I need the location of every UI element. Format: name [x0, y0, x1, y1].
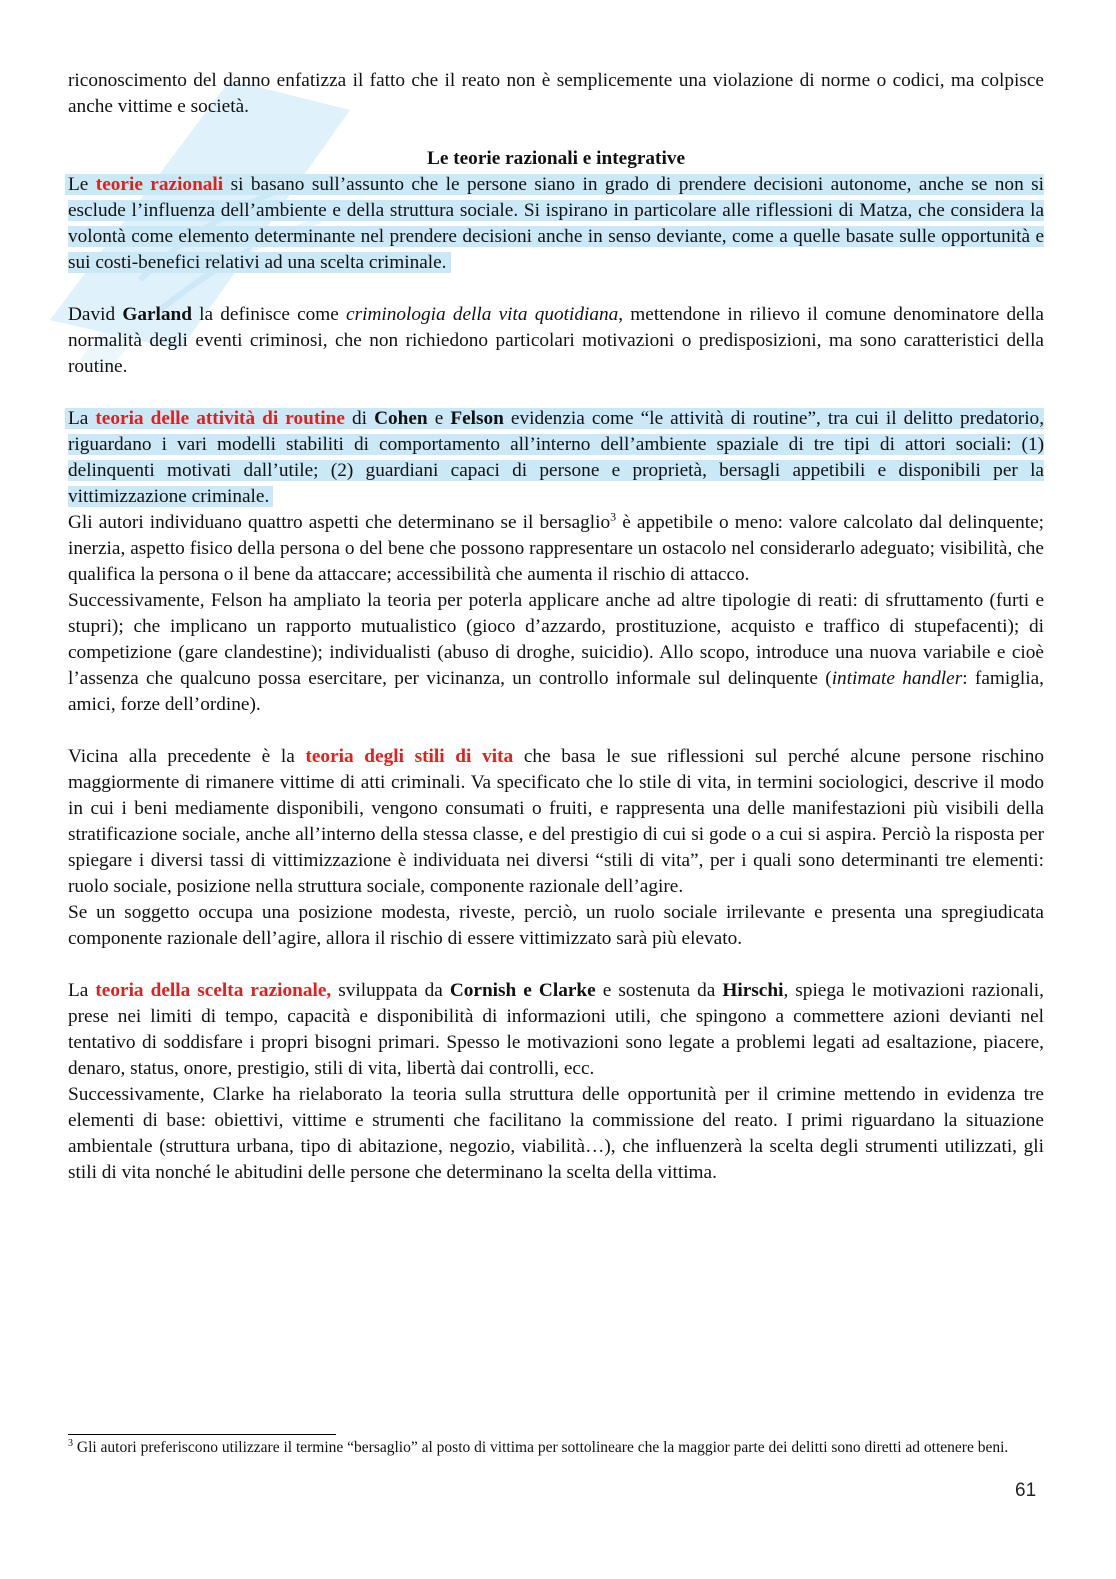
paragraph-felson: Successivamente, Felson ha ampliato la teoria per poterla applicare anche ad altre tipologie di reati: di sfruttamento (furti e stupri); che implicano un rapporto mutualistico (gioco d’azzardo, prostituzione, acquisto e traffico di stupefacenti); di competizione (gare clandestine); individualisti (abuso di droghe, suicidio). Allo scopo, introduce una nuova variabile e cioè l’assenza che qualcuno possa esercitare, per vicinanza, un controllo informale sul delinquente (intimate handler: famiglia, amici, forze dell’ordine).: [68, 590, 1044, 715]
author-garland: Garland: [122, 304, 192, 325]
section-title: Le teorie razionali e integrative: [426, 148, 686, 169]
paragraph-subject-risk: Se un soggetto occupa una posizione modesta, riveste, perciò, un ruolo sociale irrilevante e presenta una spregiudicata componente razionale dell’agire, allora il rischio di essere vittimizzato sarà più elevato.: [68, 902, 1044, 949]
paragraph-garland: David Garland la definisce come criminologia della vita quotidiana, mettendone in rilievo il comune denominatore della normalità degli eventi criminosi, che non richiedono particolari motivazioni o predisposizioni, ma sono caratteristici della routine.: [68, 304, 1044, 377]
term-rational-theories: teorie razionali: [95, 174, 224, 195]
term-routine-activities: teoria delle attività di routine: [95, 408, 345, 429]
footnote-divider: [68, 1434, 336, 1435]
intro-paragraph: riconoscimento del danno enfatizza il fatto che il reato non è semplicemente una violazione di norme o codici, ma colpisce anche vittime e società.: [68, 70, 1044, 117]
paragraph-target-aspects: Gli autori individuano quattro aspetti che determinano se il bersaglio$^3$ è appetibile o meno: valore calcolato dal delinquente; inerzia, aspetto fisico della persona o del bene che possono rappresentare un ostacolo nel considerarlo adeguato; visibilità, che qualifica la persona o il bene da attaccare; accessibilità che aumenta il rischio di attacco.: [68, 509, 1044, 585]
footnote-ref[interactable]: 3: [610, 509, 617, 524]
term-rational-choice: teoria della scelta razionale,: [95, 980, 332, 1001]
page-body: [68, 68, 1044, 1186]
page-number: 61: [1015, 1480, 1037, 1501]
paragraph-rational-theories: Le teorie razionali si basano sull’assunto che le persone siano in grado di prendere decisioni autonome, anche se non si esclude l’influenza dell’ambiente e della struttura sociale. Si ispirano in particolare alle riflessioni di Matza, che considera la volontà come elemento determinante nel prendere decisioni anche in senso deviante, come a quelle basate sulle opportunità e sui costi-benefici relativi ad una scelta criminale.: [68, 172, 1044, 276]
footnote: $^3$ Gli autori preferiscono utilizzare il termine “bersaglio” al posto di vittima per sottolineare che la maggior parte dei delitti sono diretti ad ottenere beni.: [68, 1437, 1009, 1456]
paragraph-clarke: Successivamente, Clarke ha rielaborato la teoria sulla struttura delle opportunità per il crimine mettendo in evidenza tre elementi di base: obiettivi, vittime e strumenti che facilitano la commissione del reato. I primi riguardano la situazione ambientale (struttura urbana, tipo di abitazione, negozio, viabilità…), che influenzerà la scelta degli strumenti utilizzati, gli stili di vita nonché le abitudini delle persone che determinano la scelta della vittima.: [68, 1084, 1044, 1183]
paragraph-lifestyle: Vicina alla precedente è la teoria degli stili di vita che basa le sue riflessioni sul perché alcune persone rischino maggiormente di rimanere vittime di atti criminali. Va specificato che lo stile di vita, in termini sociologici, descrive il modo in cui i beni mediamente disponibili, vengono consumati o fruiti, e rappresenta una delle manifestazioni più visibili della stratificazione sociale, anche all’interno della stessa classe, e del prestigio di cui si gode o a cui si aspira. Perciò la risposta per spiegare i diversi tassi di vittimizzazione è individuata nei diversi “stili di vita”, per i quali sono determinanti tre elementi: ruolo sociale, posizione nella struttura sociale, componente razionale dell’agire.: [68, 746, 1044, 897]
paragraph-routine-activities: La teoria delle attività di routine di Cohen e Felson evidenzia come “le attività di routine”, tra cui il delitto predatorio, riguardano i vari modelli stabiliti di comportamento all’interno dell’ambiente spaziale di tre tipi di attori sociali: (1) delinquenti motivati dall’utile; (2) guardiani capaci di persone e proprietà, bersagli appetibili e disponibili per la vittimizzazione criminale.: [68, 406, 1044, 510]
term-lifestyle: teoria degli stili di vita: [305, 746, 514, 767]
paragraph-rational-choice: La teoria della scelta razionale, sviluppata da Cornish e Clarke e sostenuta da Hirschi, spiega le motivazioni razionali, prese nei limiti di tempo, capacità e disponibilità di informazioni utili, che spingono a commettere azioni devianti nel tentativo di soddisfare i propri bisogni primari. Spesso le motivazioni sono legate a problemi legati ad esaltazione, piacere, denaro, status, onore, prestigio, stili di vita, libertà dai controlli, ecc.: [68, 980, 1044, 1079]
